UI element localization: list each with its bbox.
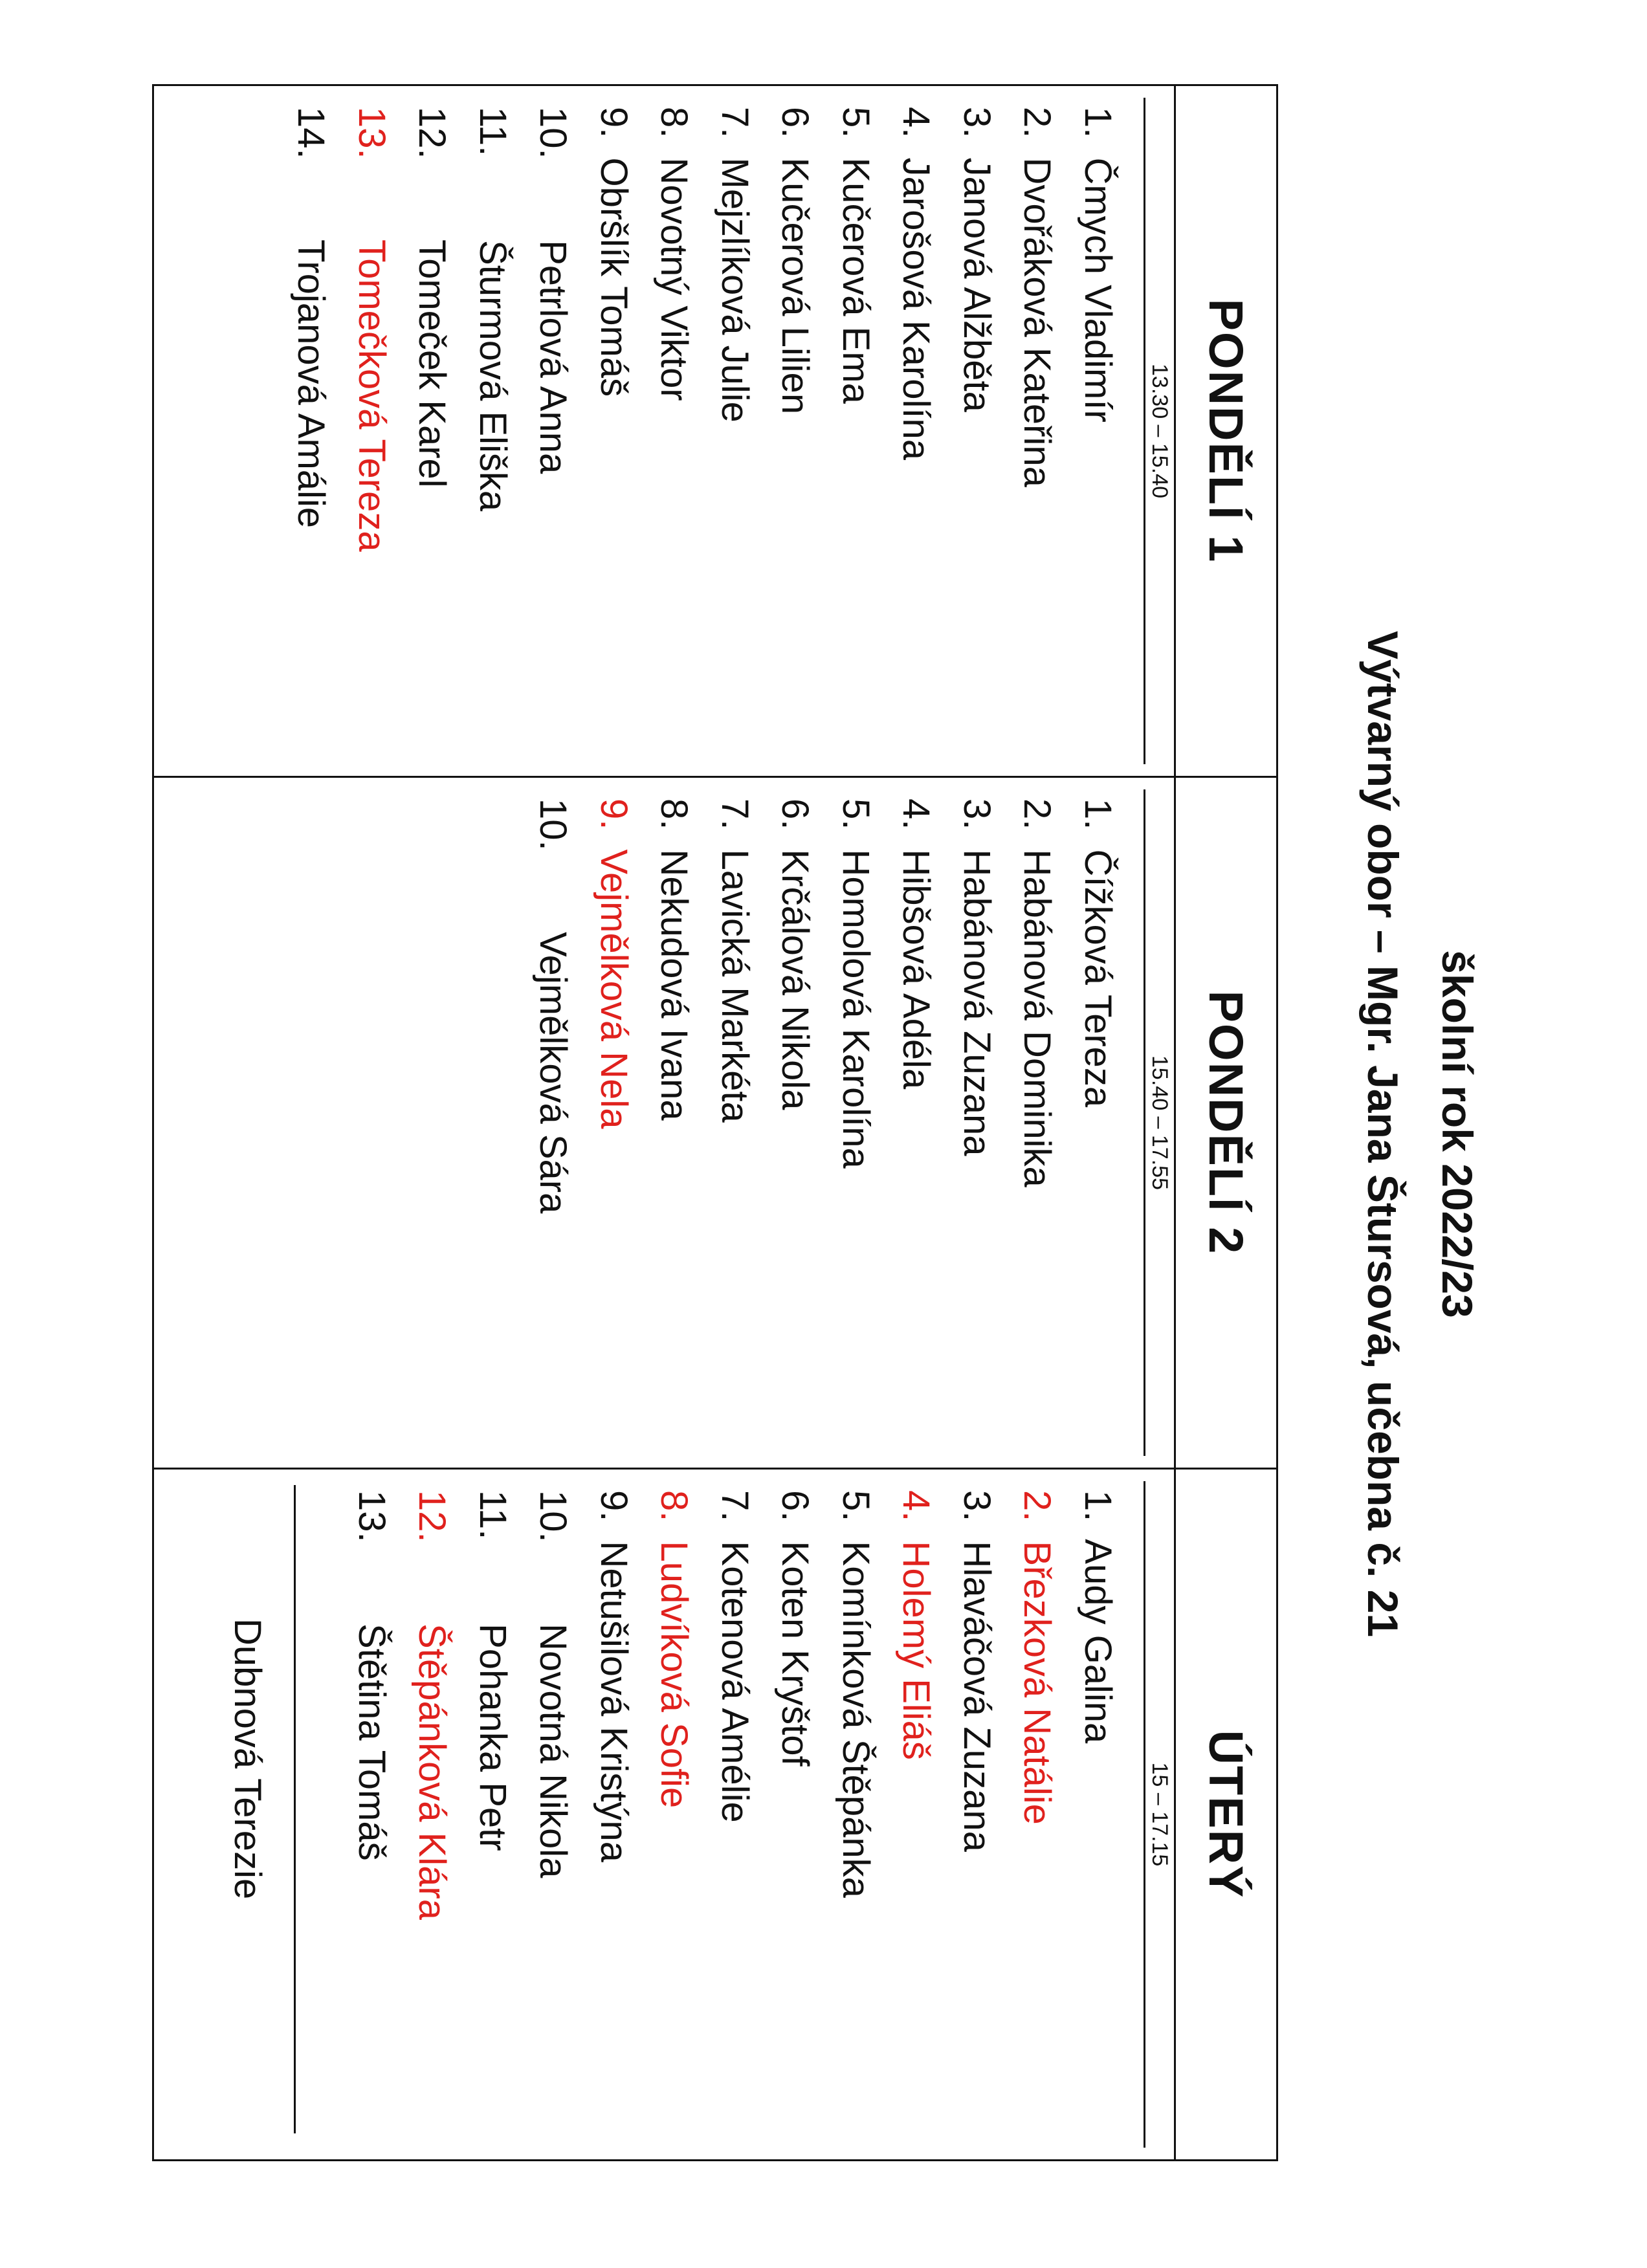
student-name: Netušilová Kristýna: [593, 1541, 635, 1862]
student-name: Ludvíková Sofie: [653, 1541, 696, 1809]
student-name: Jarošová Karolína: [895, 157, 938, 460]
student-entry: [1007, 798, 1068, 1468]
student-entry: [947, 1490, 1008, 2159]
student-number: 3.: [956, 107, 998, 138]
student-number: 6.: [774, 798, 817, 830]
student-name: Kotenová Amélie: [714, 1541, 756, 1823]
student-name: Homolová Karolína: [835, 849, 877, 1169]
student-number: 9.: [593, 107, 635, 138]
column-time: 13.30 – 15.40: [1144, 98, 1174, 764]
student-number: 11.: [472, 107, 514, 157]
student-number: 2.: [1016, 1490, 1059, 1522]
student-number: 8.: [653, 107, 696, 138]
student-number: 9.: [593, 1490, 635, 1522]
student-entry: [765, 798, 826, 1468]
student-number: 6.: [774, 107, 817, 138]
column-title: ÚTERÝ: [1174, 1470, 1276, 2159]
column-monday-2: [154, 778, 1276, 1470]
student-number: 6.: [774, 1490, 817, 1522]
student-number: 9.: [593, 798, 635, 830]
student-name: Novotný Viktor: [653, 157, 696, 401]
student-entry: [705, 1490, 766, 2159]
student-name: Kučerová Ema: [835, 157, 877, 404]
student-entry: [523, 107, 584, 776]
student-number: 8.: [653, 798, 696, 830]
student-number: 5.: [835, 1490, 877, 1522]
student-number: 12.: [411, 107, 454, 159]
student-name: Novotná Nikola: [532, 1624, 575, 1878]
student-number: 1.: [1077, 107, 1119, 138]
student-name: Štětina Tomáš: [351, 1624, 393, 1861]
student-entry: [584, 107, 645, 776]
student-number: 13.: [351, 1490, 393, 1543]
student-number: 1.: [1077, 1490, 1119, 1522]
student-entry: [705, 107, 766, 776]
student-list: [342, 1470, 1144, 2159]
column-time: 15.40 – 17.55: [1144, 789, 1174, 1456]
extra-student: Dubnová Terezie: [227, 1618, 269, 1900]
student-number: 4.: [895, 1490, 938, 1522]
student-number: 2.: [1016, 798, 1059, 830]
column-title: PONDĚLÍ 1: [1174, 86, 1276, 776]
student-entry: [765, 107, 826, 776]
student-name: Čmych Vladimír: [1077, 157, 1119, 423]
student-entry: [947, 107, 1008, 776]
student-name: Hibšová Adéla: [895, 849, 938, 1090]
separator-line: [294, 1485, 296, 2133]
student-name: Habánová Dominika: [1016, 849, 1059, 1187]
student-number: 10.: [532, 107, 575, 159]
student-entry: [281, 107, 342, 776]
student-name: Štěpánková Klára: [411, 1624, 454, 1920]
student-name: Koten Kryštof: [774, 1541, 817, 1767]
student-name: Habánová Zuzana: [956, 849, 998, 1156]
student-entry: [644, 1490, 705, 2159]
student-entry: [402, 107, 463, 776]
student-name: Lavická Markéta: [714, 849, 756, 1123]
student-name: Obršlík Tomáš: [593, 157, 635, 397]
student-number: 4.: [895, 107, 938, 138]
student-name: Holemý Eliáš: [895, 1541, 938, 1760]
student-entry: [826, 798, 887, 1468]
student-name: Vejmělková Sára: [532, 932, 575, 1214]
student-entry: [886, 798, 947, 1468]
column-title: PONDĚLÍ 2: [1174, 778, 1276, 1468]
student-entry: [1068, 1490, 1129, 2159]
student-entry: [765, 1490, 826, 2159]
student-number: 2.: [1016, 107, 1059, 138]
student-number: 8.: [653, 1490, 696, 1522]
student-number: 7.: [714, 798, 756, 830]
student-entry: [1007, 1490, 1068, 2159]
student-entry: [826, 107, 887, 776]
student-number: 11.: [472, 1490, 514, 1540]
student-entry: [644, 107, 705, 776]
column-tuesday: [154, 1470, 1276, 2159]
student-name: Komínková Štěpánka: [835, 1541, 877, 1898]
student-number: 3.: [956, 1490, 998, 1522]
student-name: Čížková Tereza: [1077, 849, 1119, 1108]
student-name: Krčálová Nikola: [774, 849, 817, 1110]
student-name: Březková Natálie: [1016, 1541, 1059, 1825]
student-entry: [1007, 107, 1068, 776]
student-entry: [644, 798, 705, 1468]
student-number: 5.: [835, 107, 877, 138]
student-number: 1.: [1077, 798, 1119, 830]
student-number: 3.: [956, 798, 998, 830]
student-name: Tomeček Karel: [411, 239, 454, 488]
student-entry: [947, 798, 1008, 1468]
student-entry: [826, 1490, 887, 2159]
student-entry: [705, 798, 766, 1468]
student-entry: [463, 107, 524, 776]
student-name: Trojanová Amálie: [290, 239, 333, 529]
student-number: 7.: [714, 1490, 756, 1522]
student-entry: [886, 1490, 947, 2159]
student-entry: [886, 107, 947, 776]
student-entry: [523, 1490, 584, 2159]
student-name: Petrlová Anna: [532, 240, 575, 474]
student-name: Pohanka Petr: [472, 1624, 514, 1851]
student-list: [523, 778, 1144, 1468]
student-entry: [463, 1490, 524, 2159]
student-number: 14.: [290, 107, 333, 159]
student-name: Janová Alžběta: [956, 157, 998, 412]
student-list: [281, 86, 1144, 776]
student-name: Nekudová Ivana: [653, 849, 696, 1121]
student-entry: [584, 798, 645, 1468]
student-entry: [1068, 107, 1129, 776]
school-year-title: školní rok 2022/23: [1433, 950, 1481, 1318]
student-number: 13.: [351, 107, 393, 159]
column-monday-1: [154, 86, 1276, 778]
student-entry: [402, 1490, 463, 2159]
student-entry: [584, 1490, 645, 2159]
column-time: 15 – 17.15: [1144, 1481, 1174, 2148]
student-number: 12.: [411, 1490, 454, 1543]
student-number: 10.: [532, 798, 575, 851]
student-name: Dvořáková Kateřina: [1016, 157, 1059, 487]
student-number: 5.: [835, 798, 877, 830]
student-name: Šturmová Eliška: [472, 240, 514, 512]
student-number: 4.: [895, 798, 938, 830]
student-name: Hlaváčová Zuzana: [956, 1541, 998, 1852]
student-entry: [342, 1490, 403, 2159]
schedule-table: [152, 84, 1278, 2161]
student-name: Audy Galina: [1077, 1539, 1119, 1744]
student-entry: [342, 107, 403, 776]
subject-subtitle: Výtvarný obor – Mgr. Jana Štursová, učebna č. 21: [1359, 630, 1407, 1638]
student-name: Tomečková Tereza: [351, 239, 393, 552]
student-name: Kučerová Lilien: [774, 157, 817, 415]
student-number: 7.: [714, 107, 756, 138]
student-number: 10.: [532, 1490, 575, 1543]
student-name: Mejzlíková Julie: [714, 157, 756, 423]
student-name: Vejmělková Nela: [593, 849, 635, 1129]
student-entry: [523, 798, 584, 1468]
student-entry: [1068, 798, 1129, 1468]
